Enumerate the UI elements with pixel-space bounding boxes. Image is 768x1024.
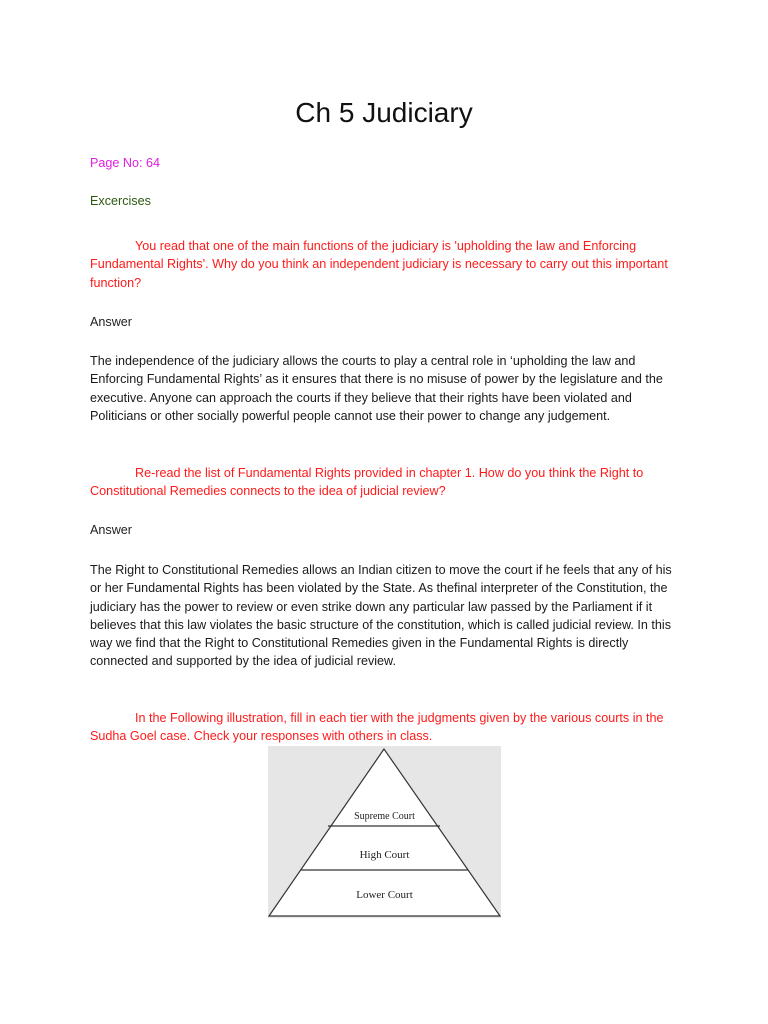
- answer-1: The independence of the judiciary allows the courts to play a central role in ‘upholding the law and Enforcing Fundamental Rights’ as it ensures that there is no misuse of power by the legislature and the executive. Anyone can approach the courts if they believe that their rights have been violated and Politicians or other socially powerful people cannot use their power to change any judgement.: [90, 354, 663, 423]
- section-heading: Excercises: [90, 194, 151, 208]
- answer-2: The Right to Constitutional Remedies allows an Indian citizen to move the court if he feels that any of his or her Fundamental Rights has been violated by the State. As thefinal interpreter of the Constitution, the judiciary has the power to review or even strike down any particular law passed by the Parliament if it believes that this law violates the basic structure of the constitution, which is called judicial review. In this way we find that the Right to Constitutional Remedies given in the Fundamental Rights is directly connected and supported by the idea of judicial review.: [90, 563, 672, 669]
- question-2: [90, 464, 680, 501]
- answer-1-label: Answer: [90, 315, 132, 329]
- court-pyramid-figure: [268, 746, 501, 918]
- question-2-text: Re-read the list of Fundamental Rights provided in chapter 1. How do you think the Right to Constitutional Remedies connects to the idea of judicial review?: [90, 466, 644, 499]
- tier-lower-court: Lower Court: [356, 889, 413, 901]
- question-3-text: In the Following illustration, fill in each tier with the judgments given by the various courts in the Sudha Goel case. Check your responses with others in class.: [90, 711, 664, 744]
- page-number: Page No: 64: [90, 156, 161, 170]
- question-3: [90, 709, 680, 746]
- tier-supreme-court: Supreme Court: [354, 811, 415, 822]
- page-title: Ch 5 Judiciary: [295, 97, 473, 128]
- question-1-text: You read that one of the main functions of the judiciary is 'upholding the law and Enforcing Fundamental Rights'. Why do you think an independent judiciary is necessary to carry out this important function?: [90, 239, 668, 290]
- tier-high-court: High Court: [359, 849, 410, 861]
- answer-2-label: Answer: [90, 523, 132, 537]
- question-1: [90, 237, 680, 292]
